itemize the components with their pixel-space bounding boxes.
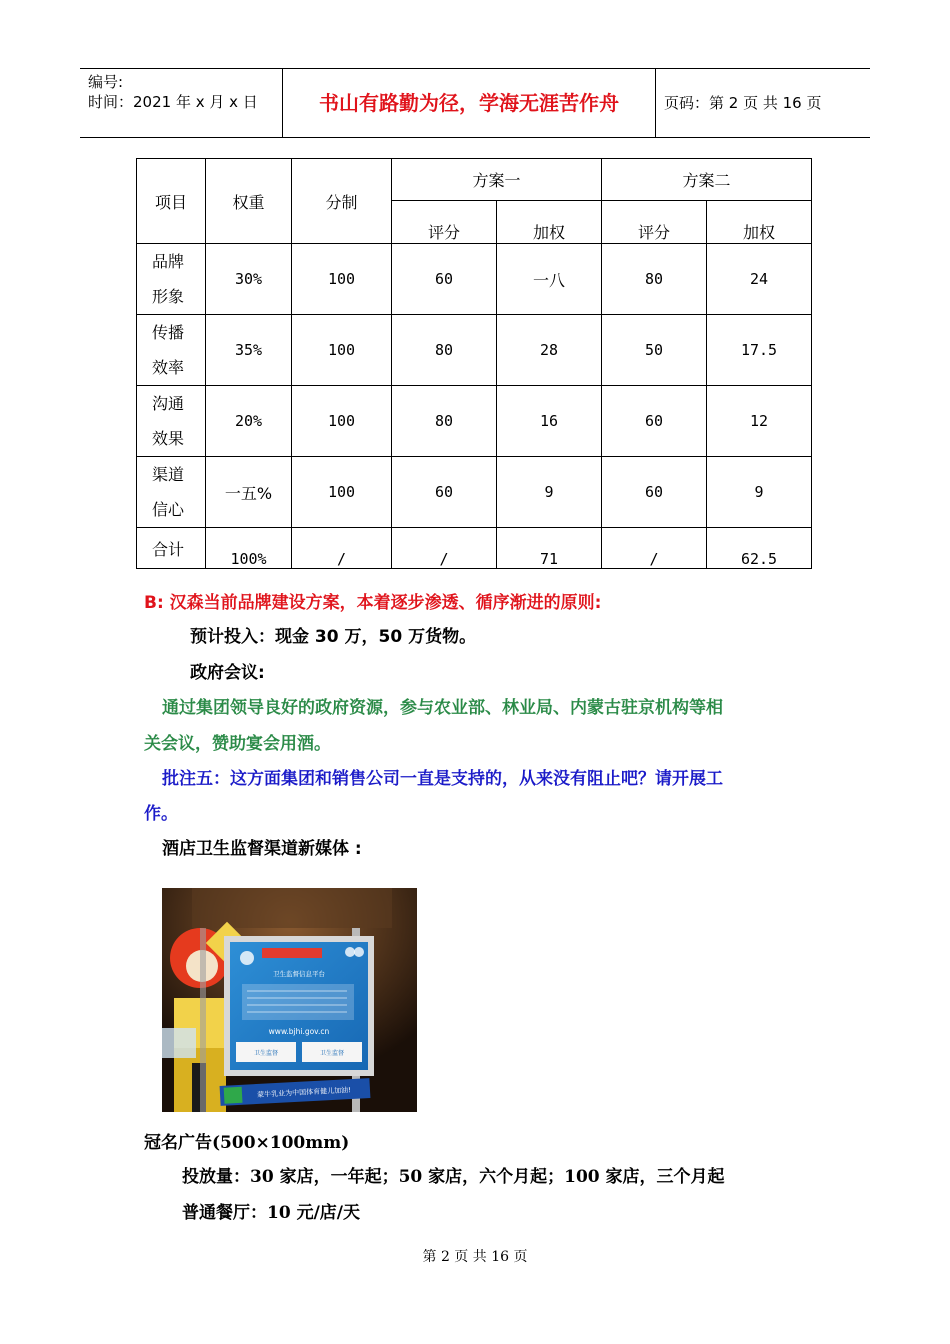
total-item: 合计: [137, 528, 206, 569]
table-row: [137, 315, 812, 386]
row-weight: 30%: [206, 244, 292, 315]
board-url: www.bjhi.gov.cn: [268, 1027, 330, 1036]
row-max: 100: [292, 315, 392, 386]
row-weighted-2: 12: [707, 386, 812, 457]
table-total-row: [137, 528, 812, 569]
row-rate-2: 60: [602, 386, 707, 457]
ad-title: 冠名广告(500×100mm): [144, 1133, 350, 1153]
gov-meeting-heading: 政府会议:: [190, 663, 265, 683]
row-item: 传播 效率: [137, 315, 206, 386]
header-plan-1: 方案一: [392, 159, 602, 201]
total-rate-2: /: [602, 528, 707, 569]
advertising-board-photo: [162, 888, 417, 1112]
row-weighted-2: 9: [707, 457, 812, 528]
row-max: 100: [292, 386, 392, 457]
hotel-media-heading: 酒店卫生监督渠道新媒体 :: [162, 839, 362, 859]
row-weight: 20%: [206, 386, 292, 457]
board-title: 卫生监督信息平台: [273, 970, 325, 978]
page-footer: 第 2 页 共 16 页: [422, 1249, 528, 1265]
section-b-heading: B: 汉森当前品牌建设方案，本着逐步渗透、循序渐进的原则:: [144, 593, 602, 613]
banner-text: 蒙牛乳业为中国体育健儿加油!: [256, 1086, 352, 1099]
row-weighted-2: 24: [707, 244, 812, 315]
header-item: 项目: [137, 159, 206, 244]
annotation-line-2: 作。: [144, 804, 178, 824]
scoring-table: [136, 158, 812, 569]
header-weight: 权重: [206, 159, 292, 244]
gov-text-line-1: 通过集团领导良好的政府资源，参与农业部、林业局、内蒙古驻京机构等相: [162, 698, 723, 718]
row-rate-1: 80: [392, 386, 497, 457]
total-weighted-1: 71: [497, 528, 602, 569]
row-weighted-1: 9: [497, 457, 602, 528]
board-card-left: 卫生监督: [253, 1050, 279, 1057]
total-weight: 100%: [206, 528, 292, 569]
row-max: 100: [292, 244, 392, 315]
row-item: 沟通 效果: [137, 386, 206, 457]
table-row: [137, 244, 812, 315]
budget-line: 预计投入：现金 30 万，50 万货物。: [190, 627, 477, 647]
row-weight: 一五%: [206, 457, 292, 528]
header-weighted-1: 加权: [497, 201, 602, 244]
row-rate-2: 50: [602, 315, 707, 386]
header-rate-1: 评分: [392, 201, 497, 244]
total-weighted-2: 62.5: [707, 528, 812, 569]
row-item: 渠道 信心: [137, 457, 206, 528]
row-rate-2: 80: [602, 244, 707, 315]
row-rate-1: 80: [392, 315, 497, 386]
header-page-info: 页码：第 2 页 共 16 页: [664, 94, 822, 112]
header-rate-2: 评分: [602, 201, 707, 244]
row-weighted-2: 17.5: [707, 315, 812, 386]
row-weight: 35%: [206, 315, 292, 386]
placement-line: 投放量：30 家店，一年起；50 家店，六个月起；100 家店，三个月起: [182, 1167, 725, 1187]
annotation-line-1: 批注五：这方面集团和销售公司一直是支持的，从来没有阻止吧？请开展工: [162, 769, 723, 789]
photo-illustration: [162, 888, 417, 1112]
row-max: 100: [292, 457, 392, 528]
doc-time-label: 时间：2021 年 x 月 x 日: [88, 93, 258, 111]
doc-number-label: 编号:: [88, 73, 124, 91]
total-max: /: [292, 528, 392, 569]
row-rate-1: 60: [392, 244, 497, 315]
board-card-right: 卫生监督: [319, 1050, 345, 1057]
header-motto: 书山有路勤为径，学海无涯苦作舟: [282, 69, 656, 137]
row-weighted-1: 一八: [497, 244, 602, 315]
gov-text-line-2: 关会议，赞助宴会用酒。: [144, 734, 331, 754]
table-row: [137, 457, 812, 528]
table-row: [137, 386, 812, 457]
row-item: 品牌 形象: [137, 244, 206, 315]
header-meta: [80, 69, 282, 137]
header-weighted-2: 加权: [707, 201, 812, 244]
row-weighted-1: 16: [497, 386, 602, 457]
restaurant-price-line: 普通餐厅：10 元/店/天: [182, 1203, 360, 1223]
page-header: [80, 68, 870, 138]
row-weighted-1: 28: [497, 315, 602, 386]
header-score-max: 分制: [292, 159, 392, 244]
row-rate-2: 60: [602, 457, 707, 528]
header-plan-2: 方案二: [602, 159, 812, 201]
total-rate-1: /: [392, 528, 497, 569]
row-rate-1: 60: [392, 457, 497, 528]
